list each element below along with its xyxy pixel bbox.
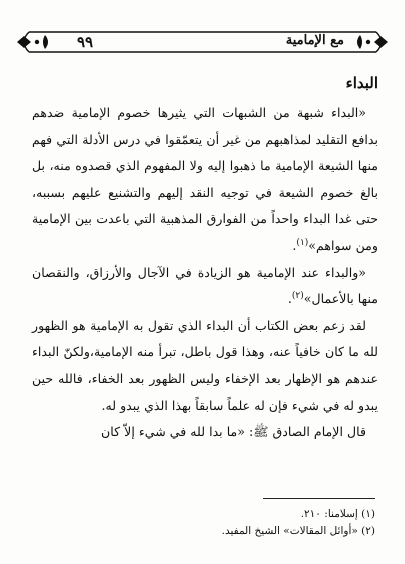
- paragraph: [32, 313, 378, 419]
- footnote-ref: (١): [296, 237, 309, 248]
- page-body: [32, 72, 378, 446]
- footnote: (٢) «أوائل المقالات» الشيخ المفيد.: [221, 525, 375, 537]
- page-number: ٩٩: [77, 33, 94, 51]
- section-heading: البداء: [345, 74, 378, 92]
- page-header: [15, 24, 390, 60]
- paragraph-text: «والبداء عند الإمامية هو الزيادة في الآجال والأرزاق، والنقصان منها بالأعمال»: [32, 264, 378, 307]
- paragraph-text: قال الإمام الصادق ﷺ: «ما بدا لله في شيء إلاّ كان: [101, 424, 366, 440]
- paragraph: [32, 419, 378, 446]
- paragraph-text: لقد زعم بعض الكتاب أن البداء الذي تقول به الإمامية هو الظهور لله ما كان خافياً عنه، وهذا قول باطل، تبرأ منه الإمامية،ولكنّ البداء عندهم هو الإظهار بعد الإخفاء وليس الظهور بعد الخفاء، فالله حين يبدو له في شيء فإن له علماً سابقاً بهذا الذي يبدو له.: [32, 317, 378, 413]
- running-title: مع الإمامية: [285, 33, 344, 48]
- paragraph-text: «البداء شبهة من الشبهات التي يثيرها خصوم الإمامية ضدهم بدافع التقليد لمذاهبهم من غير أن يتعمّقوا في درس الأدلة التي فهم منها الشيعة الإمامية ما ذهبوا إليه ولا المفهوم الذي قصدوه منه، بل بالغ خصوم الشيعة في توجيه النقد إليهم والتشنيع عليهم بسببه، حتى غدا البداء واحداً من الفوارق المذهبية التي باعدت بين الإمامية ومن سواهم»: [32, 105, 378, 253]
- footnote: (١) إسلامنا: ٢١٠.: [300, 508, 375, 520]
- paragraph: «والبداء عند الإمامية هو الزيادة في الآجال والأرزاق، والنقصان منها بالأعمال»$^{(٢)}$.: [32, 264, 378, 307]
- paragraph: «البداء شبهة من الشبهات التي يثيرها خصوم الإمامية ضدهم بدافع التقليد لمذاهبهم من غير أن يتعمّقوا في درس الأدلة التي فهم منها الشيعة الإمامية ما ذهبوا إليه ولا المفهوم الذي قصدوه منه، بل بالغ خصوم الشيعة في توجيه النقد إليهم والتشنيع عليهم بسببه، حتى غدا البداء واحداً من الفوارق المذهبية التي باعدت بين الإمامية ومن سواهم»$^{(١)}$.: [32, 105, 378, 253]
- footnotes: [35, 506, 375, 540]
- footnote-ref: (٢): [291, 290, 304, 301]
- footnote-divider: [263, 498, 375, 499]
